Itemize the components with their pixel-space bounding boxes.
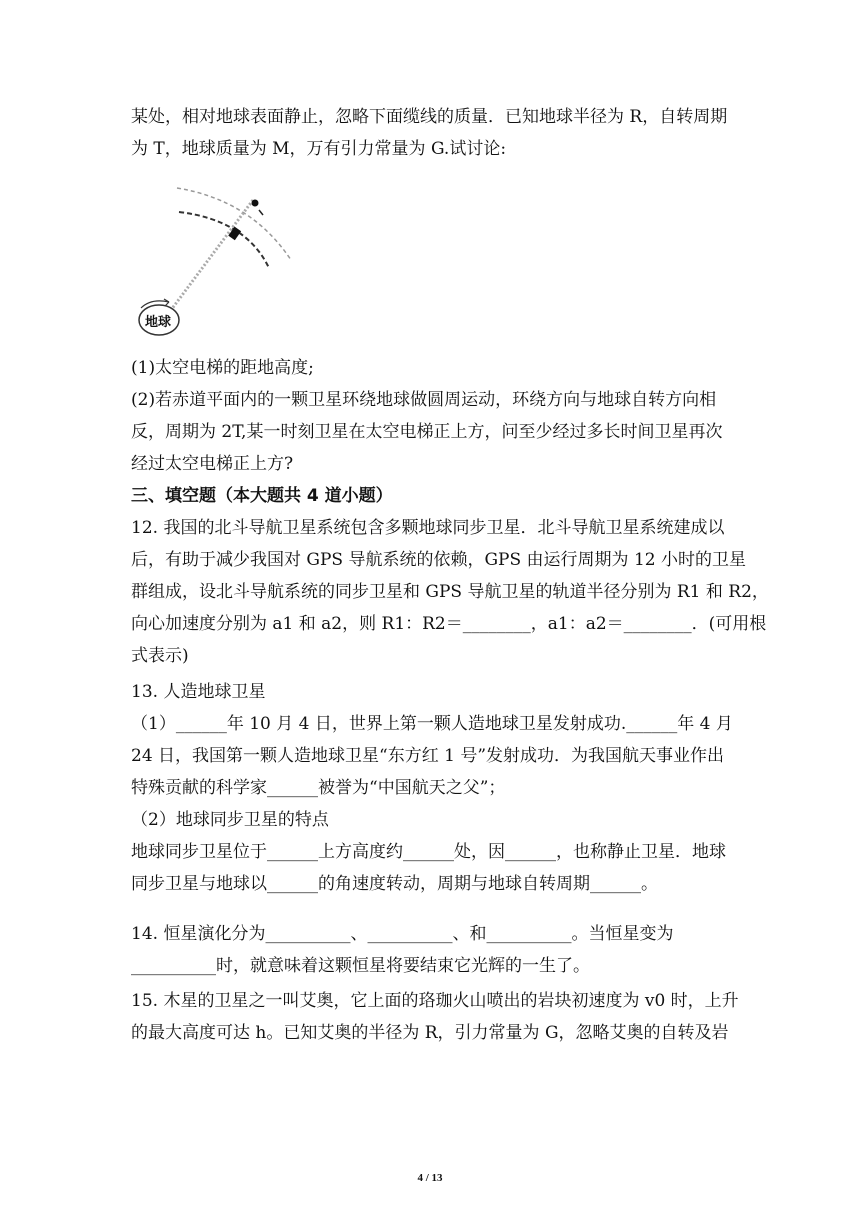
question-14 (131, 918, 731, 982)
text-line: 12. 我国的北斗导航卫星系统包含多颗地球同步卫星．北斗导航卫星系统建成以 (131, 518, 725, 538)
question-13 (131, 676, 731, 900)
space-elevator-figure (131, 180, 301, 345)
text-line: (1)太空电梯的距地高度; (131, 358, 314, 378)
text-line: （1）______年 10 月 4 日，世界上第一颗人造地球卫星发射成功.______年 4 月 (131, 714, 733, 734)
text-line: 同步卫星与地球以______的角速度转动，周期与地球自转周期______。 (131, 874, 658, 894)
text-line: 特殊贡献的科学家______被誉为“中国航天之父”； (131, 778, 506, 798)
outer-orbit-arc (177, 188, 291, 260)
text-line: 24 日，我国第一颗人造地球卫星“东方红 1 号”发射成功．为我国航天事业作出 (131, 746, 725, 766)
text-line: 15. 木星的卫星之一叫艾奥，它上面的珞珈火山喷出的岩块初速度为 v0 时，上升 (131, 991, 739, 1011)
text-line: __________时，就意味着这颗恒星将要结束它光辉的一生了。 (131, 956, 590, 976)
text-line: 地球同步卫星位于______上方高度约______处，因______，也称静止卫星．地球 (131, 842, 726, 862)
text-line: 的最大高度可达 h。已知艾奥的半径为 R，引力常量为 G，忽略艾奥的自转及岩 (131, 1023, 729, 1043)
page-number: 4 / 13 (417, 1172, 443, 1184)
space-elevator-diagram (131, 180, 301, 345)
section-heading: 三、填空题（本大题共 4 道小题） (131, 486, 393, 506)
question-12 (131, 512, 769, 672)
text-line: 14. 恒星演化分为__________、__________、和__________。当恒星变为 (131, 924, 674, 944)
elevator-cable (171, 200, 253, 310)
text-line: (2)若赤道平面内的一颗卫星环绕地球做圆周运动，环绕方向与地球自转方向相 (131, 390, 717, 410)
satellite-dot (252, 200, 259, 207)
satellite-direction-mark (259, 210, 263, 215)
text-line: 经过太空电梯正上方? (131, 454, 294, 474)
intro-paragraph (131, 101, 731, 165)
earth-label: 地球 (145, 315, 172, 330)
text-line: 向心加速度分别为 a1 和 a2，则 R1：R2＝________，a1：a2＝________．(可用根 (131, 614, 767, 634)
question-15 (131, 985, 739, 1049)
text-line: 式表示) (131, 646, 189, 666)
text-line: 反，周期为 2T,某一时刻卫星在太空电梯正上方，问至少经过多长时间卫星再次 (131, 422, 723, 442)
text-line: （2）地球同步卫星的特点 (131, 810, 329, 830)
question-11-parts (131, 352, 731, 480)
text-line: 后，有助于减少我国对 GPS 导航系统的依赖，GPS 由运行周期为 12 小时的卫星 (131, 550, 746, 570)
text-line: 某处，相对地球表面静止，忽略下面缆线的质量．已知地球半径为 R，自转周期 (131, 107, 728, 127)
text-line: 群组成，设北斗导航系统的同步卫星和 GPS 导航卫星的轨道半径分别为 R1 和 R2， (131, 582, 769, 602)
text-line: 13. 人造地球卫星 (131, 682, 266, 702)
text-line: 为 T，地球质量为 M，万有引力常量为 G.试讨论: (131, 139, 507, 159)
